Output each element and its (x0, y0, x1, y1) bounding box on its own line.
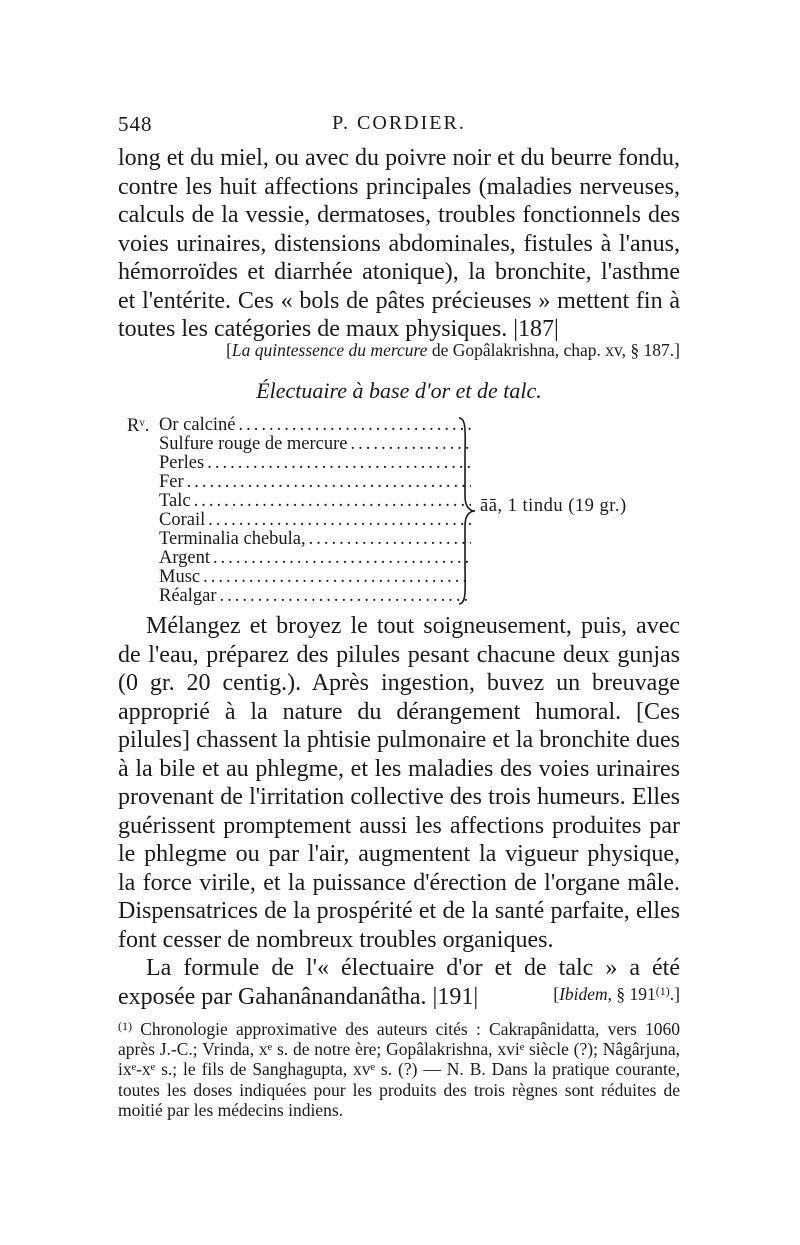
ingredient-row (159, 435, 471, 454)
page-number: 548 (118, 112, 153, 136)
ingredient-name: Perles (159, 454, 205, 473)
citation-2 (140, 984, 680, 1005)
footnote-marker: (1) (655, 984, 670, 998)
citation-2-open: [ (553, 984, 560, 1004)
dot-leader (208, 511, 471, 530)
page-header (118, 112, 680, 142)
footnote-mark: (1) (118, 1019, 132, 1033)
ingredient-name: Sulfure rouge de mercure (159, 435, 348, 454)
ingredient-row (159, 511, 471, 530)
ingredient-name: Argent (159, 549, 211, 568)
section-title: Électuaire à base d'or et de talc. (256, 378, 542, 403)
main-text-block (118, 612, 680, 1011)
ingredient-row (159, 530, 471, 549)
grouping-brace (455, 416, 479, 606)
dose-text: āā, 1 tindu (19 gr.) (480, 496, 627, 516)
ingredient-row (159, 473, 471, 492)
footnote-text: Chronologie approximative des auteurs cités : Cakrapânidatta, vers 1060 après J.-C.; Vrinda, xᵉ s. de notre ère; Gopâlakrishna, xviᵉ siècle (?); Nâgârjuna, ixᵉ-xᵉ s.; le fils de Sanghagupta, xvᵉ s. (?) — N. B. Dans la pratique courante, toutes les doses indiquées pour les produits des trois règnes sont réduites de moitié par les médecins indiens. (118, 1019, 680, 1120)
ingredient-row (159, 587, 471, 606)
ingredient-name: Terminalia chebula, (159, 530, 306, 549)
recipe-block (127, 416, 687, 616)
citation-1-open: [ (226, 340, 232, 360)
dot-leader (207, 454, 471, 473)
recipe-symbol: Rᵛ. (127, 416, 150, 436)
ingredient-name: Musc (159, 568, 201, 587)
ingredient-row (159, 549, 471, 568)
dot-leader (213, 549, 471, 568)
ingredient-name: Talc (159, 492, 191, 511)
ingredient-row (159, 492, 471, 511)
paragraph-1 (118, 144, 680, 344)
dot-leader (351, 435, 471, 454)
dot-leader (309, 530, 471, 549)
dot-leader (239, 416, 471, 435)
paragraph-3: La formule de l'« électuaire d'or et de talc » a été exposée par Gahanânandanâtha. |191| (118, 955, 680, 1010)
citation-1-title: La quintessence du mercure (231, 340, 428, 360)
dot-leader (203, 568, 471, 587)
paragraph-2: Mélangez et broyez le tout soigneusement, puis, avec de l'eau, préparez des pilules pesant chacune deux gunjas (0 gr. 20 centig.). Après ingestion, buvez un breuvage approprié à la nature du dérangement humoral. [Ces pilules] chassent la phtisie pulmonaire et la bronchite dues à la bile et au phlegme, et les maladies des voies urinaires provenant de l'irritation collective des trois humeurs. Elles guérissent promptement aussi les affections produites par le phlegme ou par l'air, augmentent la vigueur physique, la force virile, et la puissance d'érection de l'organe mâle. Dispensatrices de la prospérité et de la santé parfaite, elles font cesser de nombreux troubles organiques. (118, 613, 680, 953)
running-head: P. CORDIER. (332, 112, 466, 134)
ingredient-row (159, 568, 471, 587)
paragraph-1-text: long et du miel, ou avec du poivre noir et du beurre fondu, contre les huit affections principales (maladies nerveuses, calculs de la vessie, dermatoses, troubles fonctionnels des voies urinaires, distensions abdominales, fistules à l'anus, hémorroïdes et diarrhée atonique), la bronchite, l'asthme et l'entérite. Ces « bols de pâtes précieuses » mettent fin à toutes les catégories de maux physiques. |187| (118, 145, 680, 342)
citation-2-rest: , § 191 (607, 984, 656, 1004)
ingredient-row (159, 416, 471, 435)
citation-1-rest: de Gopâlakrishna, chap. xv, § 187.] (427, 340, 680, 360)
citation-2-close: .] (669, 984, 680, 1004)
ingredient-row (159, 454, 471, 473)
dot-leader (220, 587, 471, 606)
ingredient-list (159, 416, 471, 606)
citation-2-title: Ibidem (559, 984, 608, 1004)
citation-1 (140, 340, 680, 361)
dot-leader (194, 492, 471, 511)
footnote (118, 1016, 680, 1120)
dot-leader (187, 473, 471, 492)
ingredient-name: Or calciné (159, 416, 236, 435)
ingredient-name: Réalgar (159, 587, 217, 606)
ingredient-name: Corail (159, 511, 206, 530)
ingredient-name: Fer (159, 473, 184, 492)
